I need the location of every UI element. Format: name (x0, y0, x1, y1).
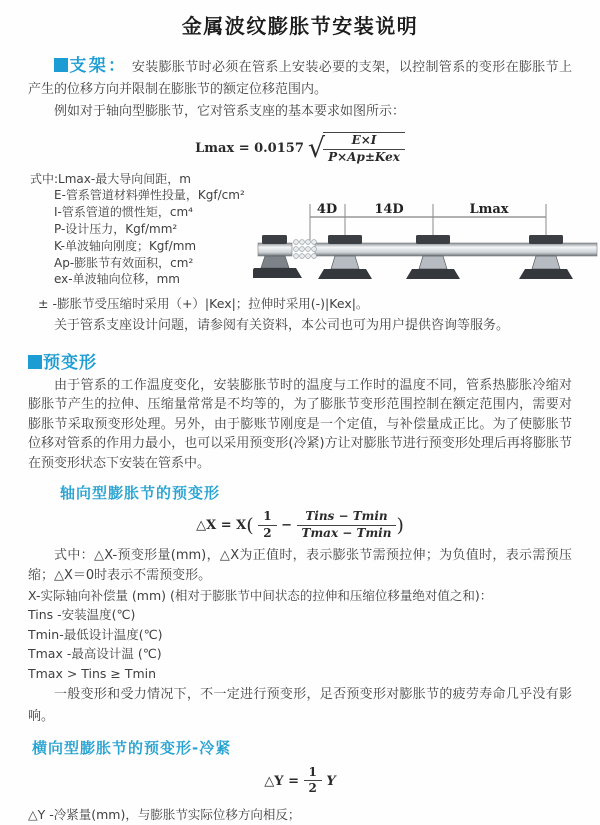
definitions-and-diagram-row (28, 171, 572, 289)
definition-e: E-管系管道材料弹性投量，Kgf/cm² (54, 188, 245, 203)
definition-p: P-设计压力，Kgf/mm² (54, 221, 178, 236)
guide-support-icon (519, 235, 573, 279)
tins-line: Tins -安装温度(℃) (28, 607, 136, 623)
symbol-definitions-list (28, 171, 253, 289)
formula-lmax-radicand (323, 132, 405, 165)
formula-dx-pre: △X = X (196, 517, 247, 533)
section-heading-support: 支架： (69, 56, 128, 76)
pipe-support-diagram (253, 197, 600, 285)
formula-lmax-lhs: Lmax = 0.0157 (195, 140, 304, 156)
formula-dx-half: $\frac{1}{2}$ (258, 510, 276, 541)
x-definition-line: X-实际轴向补偿量 (mm) (相对于膨胀节中间状态的拉伸和压缩位移量绝对值之和)： (28, 587, 493, 603)
section-heading-predeform (28, 348, 572, 373)
formula-dy-pre: △Y = (264, 773, 299, 789)
axial-note-line: 一般变形和受力情况下，不一定进行预变形，足否预变形对膨胀节的疲劳寿命几乎没有影响。 (28, 686, 572, 724)
definition-k: K-单波轴向刚度；Kgf/mm (54, 238, 197, 253)
pipe-left-stub (258, 243, 292, 256)
support-intro-paragraph (28, 55, 572, 101)
tmax-line: Tmax -最高设计温 (℃) (28, 646, 162, 662)
formula-dx-temp-fraction: $\frac{\text{Tins − Tmin}}{Tmax - Tmin}$ (297, 510, 397, 541)
dim-label-14d: 14D (374, 201, 404, 217)
plus-minus-note: ± -膨胀节受压缩时采用（+）|Kex|；拉伸时采用(-)|Kex|。 (38, 295, 369, 311)
page-title: 金属波纹膨胀节安装说明 (181, 14, 419, 38)
sqrt-symbol: √ (307, 132, 326, 164)
support-intro-text: 安装膨胀节时必须在管系上安装必要的支架，以控制管系的变形在膨胀节上产生的位移方向并限制在膨胀节的额定位移范围内。 (28, 60, 572, 97)
guide-support-icon (318, 235, 372, 279)
consult-note: 关于管系支座设计问题，请参阅有关资料，本公司也可为用户提供咨询等服务。 (54, 317, 510, 333)
dim-label-lmax: Lmax (469, 201, 509, 217)
definition-i: I-管系管道的惯性矩，cm⁴ (54, 205, 193, 220)
predeform-body-paragraph: 由于管系的工作温度变化，安装膨胀节时的温度与工作时的温度不同，管系热膨胀冷缩对膨胀节产生的拉伸、压缩量常常是不均等的，为了膨胀节变形范围控制在额定范围内，需要对膨胀节采取预变形处理。另外，由于膨账节刚度是一个定值，与补偿量成正比。为了使膨胀节位移对管系的作用力最小，也可以采用预变形(冷紧)方让对膨胀节进行预变形处理后再将膨胀节在预变形状态下安装在管系中。 (28, 377, 572, 471)
dy-note-line: △Y -冷紧量(mm)，与膨胀节实际位移方向相反； (28, 807, 301, 823)
temp-inequality-line: Tmax > Tins ≥ Tmin (28, 666, 157, 682)
formula-lmax-denominator: P×Ap±Kex (323, 149, 405, 165)
close-paren: ) (396, 514, 404, 537)
tmin-line: Tmin-最低设计温度(℃) (28, 626, 163, 642)
predeform-heading-text: 预变形 (43, 352, 97, 373)
lateral-predeform-heading: 横向型膨胀节的预变形-冷紧 (32, 738, 232, 757)
definition-lmax: 式中:Lmax-最大导向间距，m (30, 171, 191, 186)
axial-predeform-heading: 轴向型膨胀节的预变形 (60, 484, 221, 503)
bellows-icon (294, 239, 317, 258)
section-bullet-square (54, 58, 68, 72)
formula-delta-y (28, 766, 572, 797)
formula-dy-tail: Y (326, 773, 336, 789)
open-paren: ( (246, 514, 254, 537)
diagram-container (253, 171, 600, 289)
dim-label-4d: 4D (316, 201, 338, 217)
formula-lmax (28, 132, 572, 165)
formula-lmax-numerator: E×I (351, 133, 377, 147)
definition-ex: ex-单波轴向位移，mm (54, 272, 180, 287)
dx-where-paragraph: 式中：△X-预变形量(mm)，△X为正值时，表示膨张节需预拉伸；为负值时，表示需预压缩；△X＝0时表示不需预变形。 (28, 547, 572, 583)
minus-sign: − (281, 517, 293, 533)
section-bullet-square (28, 355, 42, 369)
guide-support-icon (406, 235, 460, 279)
formula-dy-half: $\frac{1}{2}$ (304, 766, 322, 797)
formula-delta-x (28, 510, 572, 541)
pipe-main (315, 243, 597, 256)
support-example-line: 例如对于轴向型膨胀节，它对管系支座的基本要求如图所示： (54, 104, 406, 119)
definition-ap: Ap-膨胀节有效面积，cm² (54, 255, 194, 270)
